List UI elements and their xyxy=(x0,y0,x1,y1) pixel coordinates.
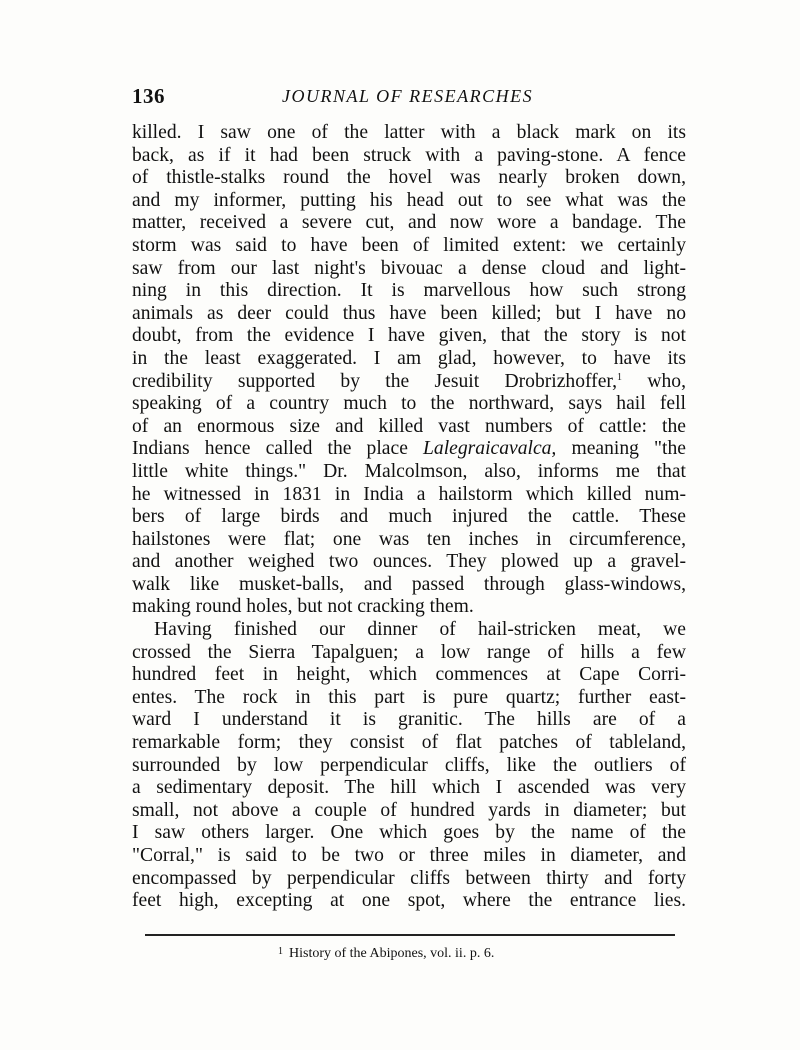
text-line: hailstones were flat; one was ten inches in circumference, xyxy=(132,528,686,550)
footnote-text: History of the Abipones, vol. ii. p. 6. xyxy=(289,946,495,961)
text-line-with-footnote-ref xyxy=(132,371,686,394)
text-line: I saw others larger. One which goes by the name of the xyxy=(132,822,686,844)
text-line-paragraph-start: Having finished our dinner of hail-stricken meat, we xyxy=(154,619,686,641)
text-line: killed. I saw one of the latter with a black mark on its xyxy=(132,122,686,143)
text-line: remarkable form; they consist of flat patches of tableland, xyxy=(132,732,686,754)
text-line: surrounded by low perpendicular cliffs, like the outliers of xyxy=(132,754,686,776)
text-line: feet high, excepting at one spot, where the entrance lies. xyxy=(132,890,686,912)
text-line: storm was said to have been of limited extent: we certainly xyxy=(132,234,686,256)
page-header xyxy=(132,84,692,114)
text-line: of an enormous size and killed vast numbers of cattle: the xyxy=(132,415,686,437)
text-line-with-italic xyxy=(132,438,686,461)
text-line: little white things." Dr. Malcolmson, also, informs me that xyxy=(132,460,686,482)
text-line: matter, received a severe cut, and now wore a bandage. The xyxy=(132,212,686,234)
text-line: and another weighed two ounces. They plowed up a gravel- xyxy=(132,551,686,573)
text-line: making round holes, but not cracking them. xyxy=(132,596,474,618)
text-line: back, as if it had been struck with a paving-stone. A fence xyxy=(132,144,686,166)
text-line: a sedimentary deposit. The hill which I ascended was very xyxy=(132,777,686,799)
text-line: "Corral," is said to be two or three miles in diameter, and xyxy=(132,845,686,866)
footnote xyxy=(278,946,494,962)
footnote-ref: 1 xyxy=(617,371,623,383)
text-line: in the least exaggerated. I am glad, however, to have its xyxy=(132,347,686,369)
text-line: and my informer, putting his head out to see what was the xyxy=(132,189,686,211)
text-line: entes. The rock in this part is pure quartz; further east- xyxy=(132,686,686,708)
text-line: bers of large birds and much injured the cattle. These xyxy=(132,506,686,528)
line-text-tail: who, xyxy=(622,370,686,392)
line-text: Indians hence called the place xyxy=(132,438,408,460)
text-line: small, not above a couple of hundred yards in diameter; but xyxy=(132,799,686,821)
italic-place-name: Lalegraicavalca, xyxy=(423,438,557,460)
text-line: speaking of a country much to the northward, says hail fell xyxy=(132,393,686,415)
page-number: 136 xyxy=(132,84,165,108)
text-line: ning in this direction. It is marvellous how such strong xyxy=(132,280,686,302)
text-line: ward I understand it is granitic. The hills are of a xyxy=(132,709,686,731)
body-text xyxy=(132,122,686,913)
text-line: walk like musket-balls, and passed through glass-windows, xyxy=(132,573,686,595)
text-line: encompassed by perpendicular cliffs between thirty and forty xyxy=(132,867,686,889)
running-head: JOURNAL OF RESEARCHES xyxy=(282,86,534,106)
footnote-divider xyxy=(145,934,675,936)
text-line: hundred feet in height, which commences at Cape Corri- xyxy=(132,664,686,686)
text-line: he witnessed in 1831 in India a hailstorm which killed num- xyxy=(132,483,686,505)
text-line: doubt, from the evidence I have given, that the story is not xyxy=(132,325,686,347)
text-line: crossed the Sierra Tapalguen; a low range of hills a few xyxy=(132,641,686,663)
text-line: animals as deer could thus have been killed; but I have no xyxy=(132,302,686,324)
line-text-tail: meaning "the xyxy=(556,438,686,460)
text-line: of thistle-stalks round the hovel was nearly broken down, xyxy=(132,167,686,189)
text-line: saw from our last night's bivouac a dense cloud and light- xyxy=(132,257,686,279)
footnote-marker: 1 xyxy=(278,946,283,957)
line-text: credibility supported by the Jesuit Drobrizhoffer, xyxy=(132,370,618,392)
